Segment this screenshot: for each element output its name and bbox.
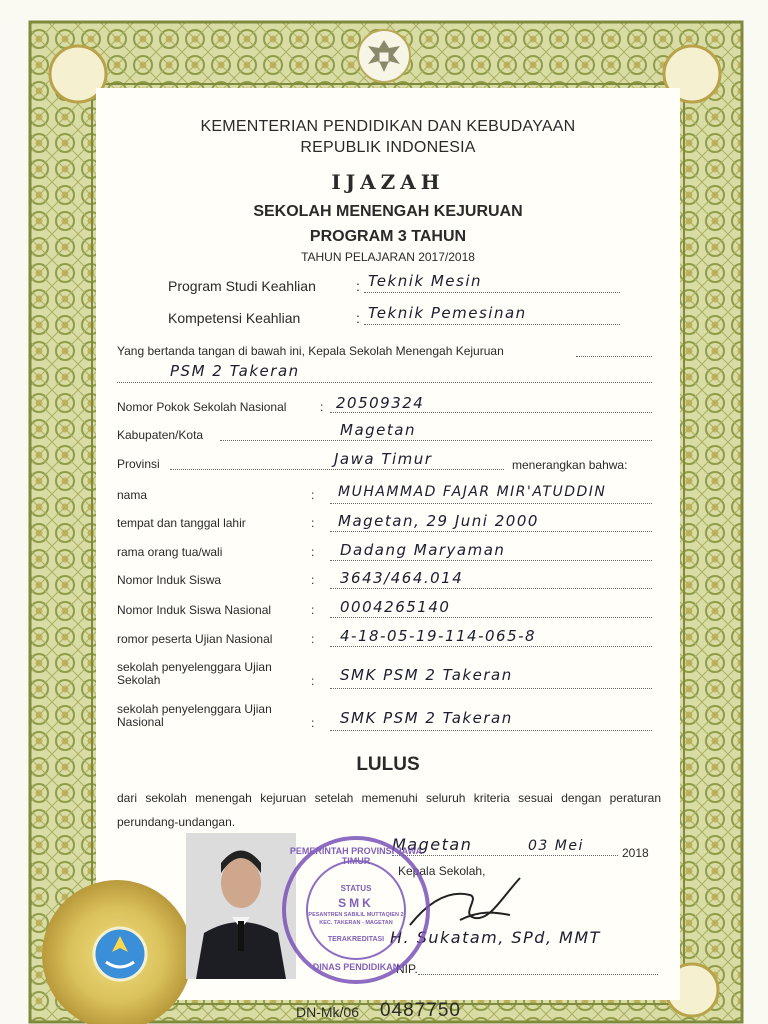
republic-heading: REPUBLIK INDONESIA xyxy=(300,139,476,156)
signature-place: Magetan xyxy=(392,835,473,854)
program-study-value: Teknik Mesin xyxy=(368,272,483,290)
stamp-inner-ring xyxy=(306,860,406,960)
document-title: IJAZAH xyxy=(331,170,445,194)
student-name-value: MUHAMMAD FAJAR MIR'ATUDDIN xyxy=(338,484,607,500)
signatory-name: H. Sukatam, SPd, MMT xyxy=(390,928,601,947)
national-exam-colon: : xyxy=(311,716,315,730)
signature-year: 2018 xyxy=(622,846,649,860)
school-exam-value: SMK PSM 2 Takeran xyxy=(340,666,513,684)
competency-colon: : xyxy=(356,310,360,326)
parent-value: Dadang Maryaman xyxy=(340,541,506,559)
national-exam-label: sekolah penyelenggara Ujian Nasional xyxy=(117,702,272,729)
nis-dotline xyxy=(330,588,652,589)
national-exam-dotline xyxy=(330,730,652,731)
student-photo xyxy=(186,833,296,979)
result-statement: dari sekolah menengah kejuruan setelah memenuhi seluruh kriteria sesuai dengan peraturan perundang-undangan. xyxy=(117,791,661,829)
nis-label: Nomor Induk Siswa xyxy=(117,573,222,587)
kabupaten-label: Kabupaten/Kota xyxy=(117,428,204,442)
provinsi-dotline xyxy=(170,469,504,470)
nip-label: NIP. xyxy=(396,962,418,976)
parent-label: rama orang tua/wali xyxy=(117,545,223,559)
birth-label: tempat dan tanggal lahir xyxy=(117,516,246,530)
exam-number-label: romor peserta Ujian Nasional xyxy=(117,632,273,646)
kabupaten-value: Magetan xyxy=(340,421,416,439)
school-exam-dotline xyxy=(330,688,652,689)
school-type-heading: SEKOLAH MENENGAH KEJURUAN xyxy=(253,203,523,220)
tut-wuri-handayani-logo-icon xyxy=(92,926,148,982)
kabupaten-dotline xyxy=(220,440,652,441)
birth-colon: : xyxy=(311,516,315,530)
program-heading: PROGRAM 3 TAHUN xyxy=(309,228,467,245)
school-name-value: PSM 2 Takeran xyxy=(170,362,300,380)
program-study-label: Program Studi Keahlian xyxy=(168,278,316,294)
ministry-heading: KEMENTERIAN PENDIDIKAN DAN KEBUDAYAAN xyxy=(200,118,576,135)
program-study-dotline xyxy=(364,292,620,293)
stamp-top-text: PEMERINTAH PROVINSI JAWA TIMUR xyxy=(289,846,423,866)
serial-prefix: DN-Mk/06 xyxy=(296,1004,360,1020)
student-name-dotline xyxy=(330,503,652,504)
academic-year: TAHUN PELAJARAN 2017/2018 xyxy=(301,250,475,264)
national-exam-value: SMK PSM 2 Takeran xyxy=(340,709,513,727)
npsn-dotline xyxy=(330,412,652,413)
stamp-smk: SMK xyxy=(338,896,374,910)
serial-number: 0487750 xyxy=(380,1000,461,1021)
nisn-value: 0004265140 xyxy=(340,598,451,616)
student-name-label: nama xyxy=(117,488,148,502)
provinsi-value: Jawa Timur xyxy=(334,450,433,468)
nis-colon: : xyxy=(311,573,315,587)
school-exam-colon: : xyxy=(311,674,315,688)
garuda-emblem-icon xyxy=(356,28,412,84)
parent-colon: : xyxy=(311,545,315,559)
npsn-value: 20509324 xyxy=(336,394,425,412)
nisn-colon: : xyxy=(311,603,315,617)
competency-label: Kompetensi Keahlian xyxy=(168,310,301,326)
school-name-dotline xyxy=(117,382,652,383)
result-status: LULUS xyxy=(356,754,420,775)
exam-number-colon: : xyxy=(311,632,315,646)
school-exam-label: sekolah penyelenggara Ujian Sekolah xyxy=(117,660,272,687)
nisn-dotline xyxy=(330,617,652,618)
exam-number-dotline xyxy=(330,646,652,647)
signature-date: 03 Mei xyxy=(528,838,584,854)
nis-value: 3643/464.014 xyxy=(340,569,464,587)
signature-role: Kepala Sekolah, xyxy=(398,864,486,878)
npsn-label: Nomor Pokok Sekolah Nasional xyxy=(117,400,287,414)
stamp-bottom-text: DINAS PENDIDIKAN xyxy=(312,962,400,972)
school-stamp xyxy=(282,836,430,984)
competency-dotline xyxy=(364,324,620,325)
birth-value: Magetan, 29 Juni 2000 xyxy=(338,512,539,530)
stamp-line1: PESANTREN SABILIL MUTTAQIEN 2 xyxy=(308,912,404,918)
menerangkan-text: menerangkan bahwa: xyxy=(512,458,628,472)
nisn-label: Nomor Induk Siswa Nasional xyxy=(117,603,272,617)
stamp-status: STATUS xyxy=(340,884,372,893)
provinsi-label: Provinsi xyxy=(117,457,160,471)
exam-number-value: 4-18-05-19-114-065-8 xyxy=(340,627,537,645)
nip-dotline xyxy=(418,974,658,975)
parent-dotline xyxy=(330,560,652,561)
program-study-colon: : xyxy=(356,278,360,294)
competency-value: Teknik Pemesinan xyxy=(368,304,527,322)
student-name-colon: : xyxy=(311,488,315,502)
statement-intro-dotline xyxy=(576,356,652,357)
birth-dotline xyxy=(330,531,652,532)
statement-intro: Yang bertanda tangan di bawah ini, Kepala Sekolah Menengah Kejuruan xyxy=(117,344,504,358)
npsn-colon: : xyxy=(320,400,324,414)
stamp-line2: KEC. TAKERAN - MAGETAN xyxy=(319,920,393,926)
stamp-accreditation: TERAKREDITASI xyxy=(327,936,385,943)
